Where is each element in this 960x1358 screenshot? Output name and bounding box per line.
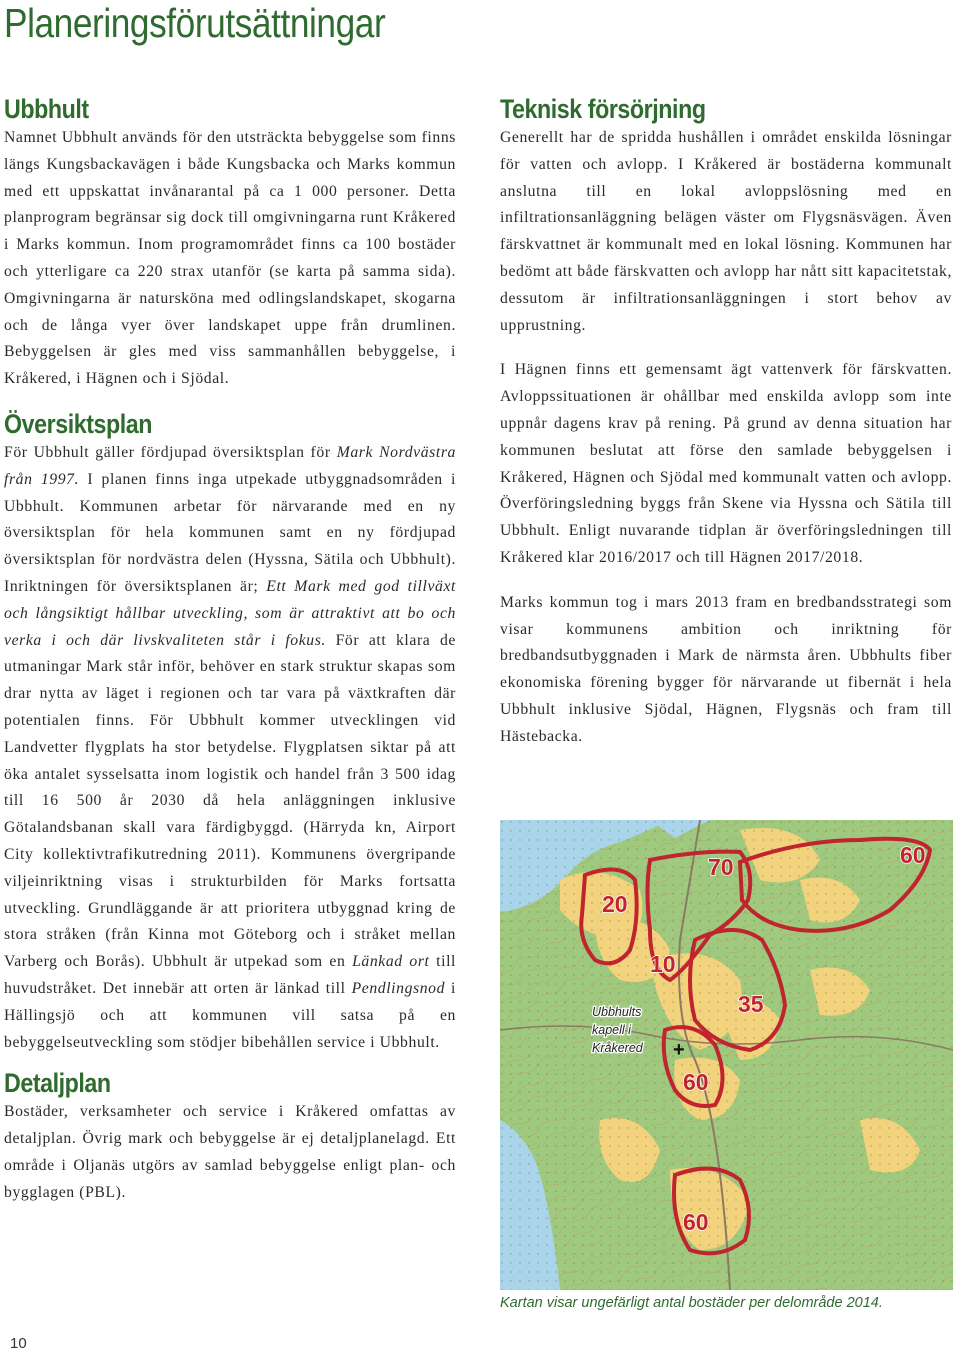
place-label: Ubbhults xyxy=(592,1005,642,1019)
italic-plan-name: Mark Nordvästra från 1997. xyxy=(4,443,456,488)
map-texture xyxy=(500,820,953,1290)
section-teknisk-forsorjning xyxy=(500,94,952,751)
text-run: till huvudstråket. Det innebär att orten är länkad till xyxy=(4,953,456,997)
place-label: kapell i xyxy=(592,1023,631,1037)
heading-teknisk: Teknisk försörjning xyxy=(500,94,706,124)
area-map xyxy=(500,820,953,1290)
italic-commuter-node: Pendlingsnod xyxy=(351,979,446,997)
zone-label: 70 xyxy=(708,854,734,880)
italic-linked-town: Länkad ort xyxy=(352,953,430,971)
heading-detaljplan: Detaljplan xyxy=(4,1068,111,1099)
section-ubbhult xyxy=(4,94,456,393)
zone-label: 60 xyxy=(683,1069,709,1095)
italic-vision: Ett Mark med god tillväxt och långsiktigt hållbar utveckling, som är attraktivt att bo och verka i och där livskvaliteten står i fokus. xyxy=(4,577,456,649)
right-column xyxy=(500,94,952,751)
zone-label: 10 xyxy=(650,951,676,977)
section-detaljplan xyxy=(4,1068,456,1206)
left-column xyxy=(4,94,456,1206)
church-cross-icon: + xyxy=(673,1039,685,1061)
map-graphic xyxy=(500,820,953,1290)
heading-ubbhult: Ubbhult xyxy=(4,94,89,124)
paragraph-detaljplan: Bostäder, verksamheter och service i Kråkered omfattas av detaljplan. Övrig mark och bebyggelse är ej detaljplanelagd. Ett område i Oljanäs utgörs av samlad bebyggelse enligt plan- och bygglagen (PBL). xyxy=(4,1103,456,1201)
map-caption: Kartan visar ungefärligt antal bostäder per delområde 2014. xyxy=(500,1295,883,1311)
text-run: i Hällingsjö och att kommunen vill satsa på en bebyggelseutveckling som stödjer bibehållen service i Ubbhult. xyxy=(4,979,456,1051)
page-title: Planeringsförutsättningar xyxy=(4,0,386,46)
paragraph-teknisk-3: Marks kommun tog i mars 2013 fram en bredbandsstrategi som visar kommunens ambition och inriktning för bredbandsutbyggnaden i Mark de närmsta åren. Ubbhults fiber ekonomiska förening bygger för närvarande ut fibernät i hela Ubbhult inklusive Sjödal, Hägnen, Flygsnäs och fram till Hästebacka. xyxy=(500,593,952,745)
paragraph-teknisk-2: I Hägnen finns ett gemensamt ägt vattenverk för färskvatten. Avloppssituationen är ohållbar med enskilda avlopp som inte uppnår dagens krav på rening. På grund av denna situation har kommunen beslutat att förse den samlade bebyggelsen i Kråkered, Hägnen och Sjödal med kommunalt vatten och avlopp. Överföringsledning byggs från Skene via Hyssna och Sätila till Ubbhult. Enligt nuvarande tidplan är överföringsledningen till Kråkered klar 2016/2017 och till Hägnen 2017/2018. xyxy=(500,361,952,566)
page-number: 10 xyxy=(10,1335,27,1352)
paragraph-ubbhult: Namnet Ubbhult används för den utsträckta bebyggelse som finns längs Kungsbackavägen i både Kungsbacka och Marks kommun med ett uppskattat invånarantal på ca 1 000 personer. Detta planprogram begränsar sig dock till omgivningarna runt Kråkered i Marks kommun. Inom programområdet finns ca 100 bostäder och ytterligare ca 220 strax utanför (se karta på samma sida). Omgivningarna är natursköna med odlingslandskapet, skogarna och de långa vyer över landskapet uppe från drumlinen. Bebyggelsen är gles med viss sammanhållen bebyggelse, i Kråkered, i Hägnen och i Sjödal. xyxy=(4,129,456,388)
paragraph-oversiktsplan xyxy=(4,440,456,1056)
text-run: För Ubbhult gäller fördjupad översiktsplan för xyxy=(4,443,337,461)
text-run: För att klara de utmaningar Mark står inför, behöver en stark struktur skapas som drar nytta av läget i regionen och tar vara på växtkraften där potentialen finns. För Ubbhult kommer utvecklingen vid Landvetter flygplats ha stor betydelse. Flygplatsen siktar på att öka antalet sysselsatta inom logistik och handel från 3 500 idag till 16 500 år 2030 då hela anläggningen inklusive Götalandsbanan skall vara färdigbyggd. (Härryda kn, Airport City kollektivtrafikutredning 2011). Kommunens övergripande viljeinriktning visas i strukturbilden för Marks fortsatta utveckling. Grundläggande är att prioritera utbyggnad kring de stora stråken (från Kinna mot Göteborg och i stråket mellan Varberg och Borås). Ubbhult är utpekad som en xyxy=(4,631,456,971)
text-run: I planen finns inga utpekade utbyggnadsområden i Ubbhult. Kommunen arbetar för närvarande med en ny översiktsplan för hela kommunen samt en ny fördjupad översiktsplan för nordvästra delen (Hyssna, Sätila och Ubbhult). Inriktningen för översiktsplanen är; xyxy=(4,470,456,595)
zone-label: 35 xyxy=(738,991,764,1017)
paragraph-teknisk-1: Generellt har de spridda hushållen i området enskilda lösningar för vatten och avlopp. I Kråkered är bostäderna kommunalt anslutna till en lokal avloppslösning med en infiltrationsanläggning belägen väster om Flygsnäsvägen. Även färskvattnet är kommunalt med en lokal lösning. Kommunen har bedömt att både färskvatten och avlopp har nått sitt kapacitetstak, dessutom är infiltrationsanläggningen i stort behov av upprustning. xyxy=(500,129,952,334)
heading-oversiktsplan: Översiktsplan xyxy=(4,408,153,439)
zone-label: 20 xyxy=(602,891,628,917)
zone-label: 60 xyxy=(900,842,926,868)
place-label: Kråkered xyxy=(592,1041,643,1055)
section-oversiktsplan xyxy=(4,409,456,1056)
zone-label: 60 xyxy=(683,1209,709,1235)
